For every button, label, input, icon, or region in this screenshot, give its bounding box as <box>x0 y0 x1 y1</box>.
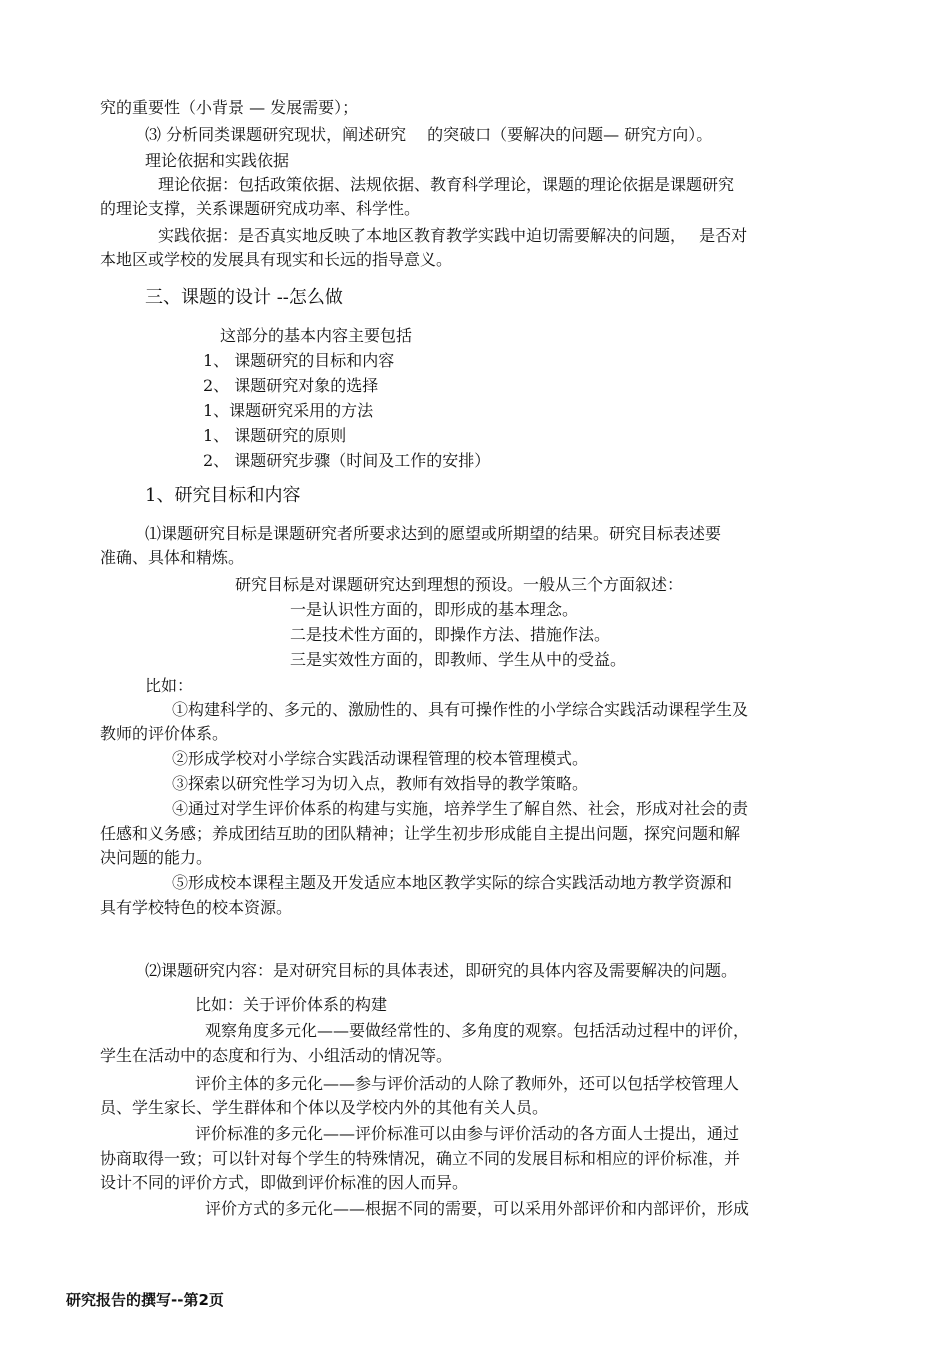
text-line: ⑴课题研究目标是课题研究者所要求达到的愿望或所期望的结果。研究目标表述要 <box>145 524 722 543</box>
text-line: 比如： <box>145 676 194 695</box>
list-item: 1、 课题研究的目标和内容 <box>203 351 395 370</box>
text-line: 的理论支撑，关系课题研究成功率、科学性。 <box>100 199 421 218</box>
text-line: 员、学生家长、学生群体和个体以及学校内外的其他有关人员。 <box>100 1098 549 1117</box>
text-line: 学生在活动中的态度和行为、小组活动的情况等。 <box>100 1046 453 1065</box>
list-item: 2、 课题研究步骤（时间及工作的安排） <box>203 451 491 470</box>
list-item: 2、 课题研究对象的选择 <box>203 376 379 395</box>
text-line: 教师的评价体系。 <box>100 724 229 743</box>
text-line: 研究目标是对课题研究达到理想的预设。一般从三个方面叙述： <box>235 575 684 594</box>
text-line: ③探索以研究性学习为切入点，教师有效指导的教学策略。 <box>172 774 589 793</box>
section-heading: 三、课题的设计 --怎么做 <box>145 287 343 308</box>
text-line: ④通过对学生评价体系的构建与实施，培养学生了解自然、社会，形成对社会的责 <box>172 799 749 818</box>
text-line: ⑤形成校本课程主题及开发适应本地区教学实际的综合实践活动地方教学资源和 <box>172 873 733 892</box>
text-line: 协商取得一致；可以针对每个学生的特殊情况，确立不同的发展目标和相应的评价标准，并 <box>100 1149 741 1168</box>
list-item: 1、课题研究采用的方法 <box>203 401 374 420</box>
text-line: 比如：关于评价体系的构建 <box>195 995 388 1014</box>
text-line: ①构建科学的、多元的、激励性的、具有可操作性的小学综合实践活动课程学生及 <box>172 700 749 719</box>
text-line: 具有学校特色的校本资源。 <box>100 898 293 917</box>
list-item: 三是实效性方面的，即教师、学生从中的受益。 <box>290 650 627 669</box>
text-line: 设计不同的评价方式，即做到评价标准的因人而异。 <box>100 1173 469 1192</box>
text-line: ⑵课题研究内容：是对研究目标的具体表述，即研究的具体内容及需要解决的问题。 <box>145 961 738 980</box>
text-line: 评价方式的多元化——根据不同的需要，可以采用外部评价和内部评价，形成 <box>205 1199 750 1218</box>
text-line: 本地区或学校的发展具有现实和长远的指导意义。 <box>100 250 453 269</box>
list-item: 1、 课题研究的原则 <box>203 426 347 445</box>
list-item: 一是认识性方面的，即形成的基本理念。 <box>290 600 579 619</box>
text-line: ②形成学校对小学综合实践活动课程管理的校本管理模式。 <box>172 749 589 768</box>
text-line: 理论依据和实践依据 <box>145 151 290 170</box>
text-line: 评价标准的多元化——评价标准可以由参与评价活动的各方面人士提出，通过 <box>195 1124 740 1143</box>
text-line: 准确、具体和精炼。 <box>100 548 245 567</box>
list-item: 二是技术性方面的，即操作方法、措施作法。 <box>290 625 611 644</box>
text-line: 究的重要性（小背景 — 发展需要）； <box>100 98 359 117</box>
text-line: 实践依据：是否真实地反映了本地区教育教学实践中迫切需要解决的问题， 是否对 <box>158 226 748 245</box>
page-footer: 研究报告的撰写--第2页 <box>66 1291 224 1309</box>
text-line: 任感和义务感；养成团结互助的团队精神；让学生初步形成能自主提出问题，探究问题和解 <box>100 824 741 843</box>
text-line: 这部分的基本内容主要包括 <box>220 326 413 345</box>
text-line: 观察角度多元化——要做经常性的、多角度的观察。包括活动过程中的评价， <box>205 1021 750 1040</box>
text-line: ⑶ 分析同类课题研究现状，阐述研究 的突破口（要解决的问题— 研究方向）。 <box>145 125 713 144</box>
text-line: 理论依据：包括政策依据、法规依据、教育科学理论，课题的理论依据是课题研究 <box>158 175 735 194</box>
subsection-heading: 1、研究目标和内容 <box>145 485 301 506</box>
text-line: 评价主体的多元化——参与评价活动的人除了教师外，还可以包括学校管理人 <box>195 1074 740 1093</box>
text-line: 决问题的能力。 <box>100 848 213 867</box>
